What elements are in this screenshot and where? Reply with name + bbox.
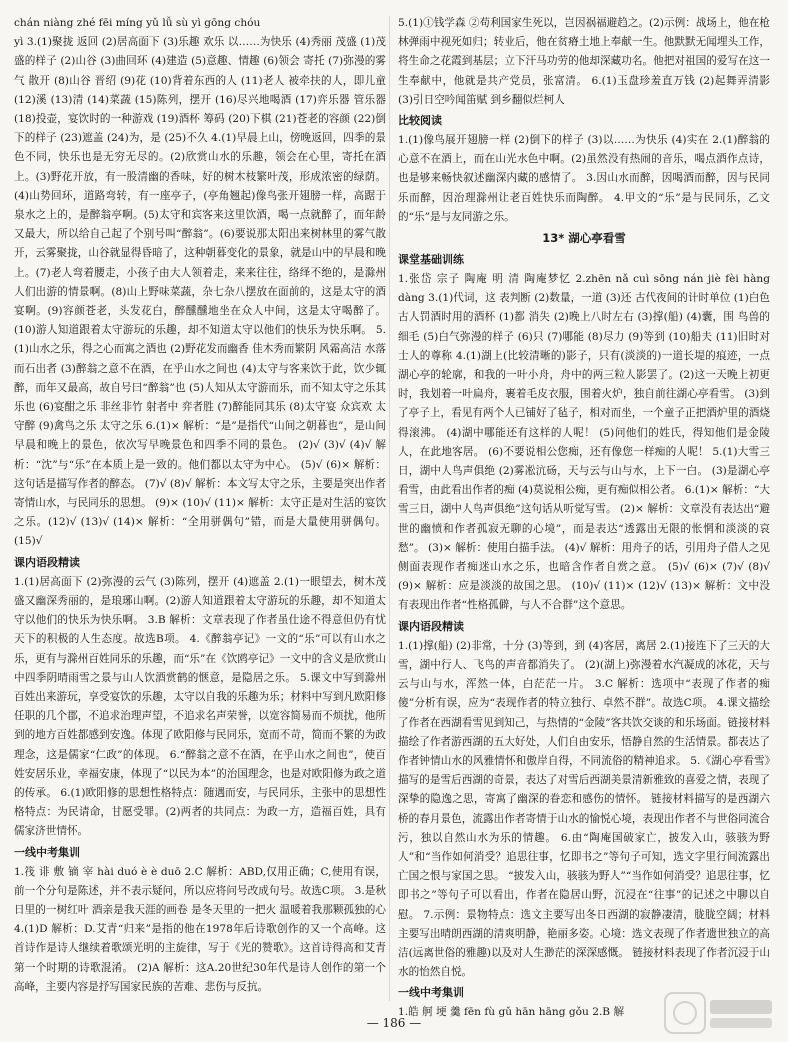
answer-paragraph: chán niàng zhé fēi míng yǔ lǚ sù yì gōng chóu [14,17,261,29]
answer-paragraph: 1.张岱 宗子 陶庵 明 清 陶庵梦忆 2.zhēn nǎ cuì sōng nán jiè fèi hàng dàng 3.(1)代词，这 表判断 (2)数量，一道 (3)还 古代夜间的计时单位 (1)白色 古人罚酒时用的酒杯 (1)都 消失 (2)晚上八时左右 (3)撑(船) (4)囊，围 鸟兽的细毛 (5)白气弥漫的样子 (6)只 (7)哪能 (8)尽力 (9)等到 (10)船夫 (11)旧时对士人的尊称 4.(1)湖上(比较清晰的)影子，只有(淡淡的)一道长堤的痕迹，一点湖心亭的轮廓，和我的一叶小舟，舟中的两三粒人影罢了。(2)这一天晚上初更时，我划着一叶扁舟，裹着毛皮衣服，围着火炉，独自前往湖心亭看雪。 (3)到了亭子上，看见有两个人已铺好了毡子，相对而坐，一个童子正把酒炉里的酒烧得滚沸。 (4)湖中哪能还有这样的人呢！ (5)问他们的姓氏，得知他们是金陵人，在此地客居。 (6)不要说相公您痴，还有像您一样痴的人呢！ 5.(1)大雪三日，湖中人鸟声俱绝 (2)雾凇沆砀，天与云与山与水，上下一白。 (3)是湖心亭看雪，由此看出作者的痴 (4)莫说相公痴，更有痴似相公者。 6.(1)× 解析：“大雪三日，湖中人鸟声俱绝”这句话从听觉写雪。 (2)× 解析：文章没有表达出“避世的幽愤和作者孤寂无聊的心境”，而是表达“透露出无限的怅惘和淡淡的哀愁”。 (3)× 解析：使用白描手法。 (4)√ 解析：用舟子的话，引用舟子借人之见侧面表现作者痴迷山水之乐，也暗含作者自赏之意。 (5)√ (6)× (7)√ (8)√ (9)× 解析：应是淡淡的故国之思。 (10)√ (11)× (12)√ (13)× 解析：文中没有表现出作者“性格孤僻，与人不合群”这个意思。 [398,273,770,612]
column-divider [389,16,390,1001]
answer-paragraph: 1.(1)像鸟展开翅膀一样 (2)倒下的样子 (3)以……为快乐 (4)实在 2.(1)醉翁的心意不在酒上，而在山光水色中啊。(2)虽然没有热闹的音乐，喝点酒作点诗，也是够来畅快叙述幽深内藏的感情了。 3.因山水而醉，因喝酒而醉，因与民同乐而醉，因治理滁州让老百姓快乐而陶醉。 4.甲文的“乐”是与民同乐，乙文的“乐”是与友同游之乐。 [398,134,770,223]
watermark-logo [664,992,776,1036]
answer-paragraph: 1.皓 舸 埂 羹 fēn fù gǔ hān hāng gǒu 2.B 解 [398,1006,625,1019]
section-heading: 课内语段精读 [14,555,80,569]
section-heading: 一线中考集训 [398,986,464,1000]
section-heading: 课内语段精读 [398,619,464,633]
section-heading: 一线中考集训 [14,845,80,859]
answer-paragraph: 1.(1)居高面下 (2)弥漫的云气 (3)陈列，摆开 (4)遮盖 2.(1)一眼望去，树木茂盛又幽深秀丽的，是琅琊山啊。(2)游人知道跟着太守游玩的乐趣，却不知道太守以他们的快乐为快乐啊。 3.B 解析：文章表现了作者虽仕途不得意但仍有忧天下的积极的人生态度。故选B项。 4.《醉翁亭记》一文的“乐”可以有山水之乐，更有与滁州百姓同乐的乐趣，而“乐”在《饮鸥亭记》一文中的含义是欣赏山中四季阴晴雨雪之景与山人饮酒赏鹤的惬意，是隐居之乐。 5.课文中写到滁州百姓出来游玩，享受宴饮的乐趣，太守以自我的乐趣为乐；材料中写到凡欧阳修任职的几个郡，不追求治理声望，不追求名声荣誉，以宽容简易而不烦扰，他所到的地方百姓都感到安逸。体现了欧阳修与民同乐，宽而不苛，简而不繁的为政理念，这是儒家“仁政”的体现。 6.“醉翁之意不在酒，在乎山水之间也”，使百姓安居乐业，幸福安康，体现了“以民为本”的治国理念，也是对欧阳修为政之道的传承。 6.(1)欧阳修的思想性格特点：随遇而安，与民同乐，主张中的思想性格特点：为民请命，甘愿受罪。(2)两者的共同点：为政一方，造福百姓，具有儒家济世情怀。 [14,575,386,838]
left-column [14,14,386,1004]
lesson-title: 13* 湖心亭看雪 [542,231,626,246]
right-column [398,14,770,1019]
answer-paragraph: yì 3.(1)聚拢 返回 (2)居高面下 (3)乐趣 欢乐 以……为快乐 (4)秀丽 茂盛 (1)茂盛的样子 (2)山谷 (3)曲回环 (4)建造 (5)意趣、情趣 (6)领会 寄托 (7)弥漫的雾气 散开 (8)山谷 晋绍 (9)花 (10)背着东西的人 (11)老人 被牵扶的人，即儿童 (12)溪 (13)清 (14)菜蔬 (15)陈列，摆开 (16)尽兴地喝酒 (17)弈乐器 管乐器 (18)投壶，宴饮时的一种游戏 (19)酒杯 筹码 (20)下棋 (21)苍老的容颜 (22)倒下的样子 (23)遮盖 (24)为，是 (25)不久 4.(1)早晨上山，傍晚返回，四季的景色不同，快乐也是无穷无尽的。(2)欣赏山水的乐趣，领会在心里，寄托在酒上。(3)野花开放，有一股清幽的香味，好的树木枝繁叶茂，形成浓密的绿荫。(4)山势回环，道路弯转，有一座亭子，(亭角翘起)像鸟张开翅膀一样，高踞于泉水之上的，是醉翁亭啊。(5)太守和宾客来这里饮酒，喝一点就醉了，而年龄又最大，所以给自己起了个别号叫“醉翁”。(6)要说那太阳出来树林里的雾气散开，云雾聚拢，山谷就显得昏暗了，这种朝暮变化的景象，就是山中的早晨和晚上。(7)老人弯着腰走，小孩子由大人领着走，来来往往，络绎不绝的，是滁州人们出游的情景啊。(8)山上野味菜蔬，杂七杂八摆放在面前的，这是太守的酒宴啊。(9)容颜苍老，头发花白，醉醺醺地坐在众人中间，这是太守喝醉了。(10)游人知道跟着太守游玩的乐趣，却不知道太守以他们的快乐为快乐啊。 5.(1)山水之乐，得之心而寓之酒也 (2)野花发而幽香 佳木秀而繁阴 风霜高洁 水落而石出者 (3)醉翁之意不在酒，在乎山水之间也 (4)太守与客来饮于此，饮少辄醉，而年又最高，故自号曰“醉翁”也 (5)人知从太守游而乐，而不知太守之乐其乐也 (6)宴酣之乐 非丝非竹 射者中 弈者胜 (7)醉能同其乐 (8)太守宴 众宾欢 太守醉 (9)禽鸟之乐 太守之乐 6.(1)× 解析：“是”是指代“山间之朝暮也”，是山间早晨和晚上的景色，依次写早晚景色和四季不同的景色。 (2)√ (3)√ (4)√ 解析：“沈”与“乐”在本质上是一致的。他们都以太守为中心。 (5)√ (6)× 解析：这句话是描写作者的醉态。 (7)√ (8)√ 解析：本文写太守之乐，主要是突出作者寄情山水，与民同乐的思想。 (9)× (10)√ (11)× 解析：太守正是对生活的宴饮之乐。(12)√ (13)√ (14)× 解析：“全用骈偶句”错，而是大量使用骈偶句。 (15)√ [14,36,386,548]
section-heading: 比较阅读 [398,114,442,128]
answer-paragraph: 1.(1)撑(船) (2)非常，十分 (3)等到，到 (4)客居，离居 2.(1)接连下了三天的大雪，湖中行人、飞鸟的声音都消失了。 (2)(湖上)弥漫着水汽凝成的冰花，天与云与山与水，浑然一体，白茫茫一片。 3.C 解析：选项中“表现了作者的痴傻”分析有误，应为“表现作者的特立独行、卓然不群”。故选C项。 4.课文描绘了作者在西湖看雪见到知己，与热情的“金陵”客共饮交谈的和乐场面。链接材料描绘了作者游西湖的五大好处，人们自由安乐，悟静自然的生活情景。都表达了作者钟情山水的风雅情怀和傲岸自得，不同流俗的精神追求。 5.《湖心亭看雪》描写的是雪后西湖的奇景，表达了对雪后西湖美景清新雅致的喜爱之情，表现了深挚的隐逸之思，寄寓了幽深的眷恋和感伤的情怀。 链接材料描写的是西湖六桥的春月景色，流露出作者寄情于山水的愉悦心境，表现出作者不与世俗同流合污，独以自然山水为乐的情趣。 6.由“陶庵国破家亡，披发入山，骇骇为野人”和“当作如何消受？追思往事，忆即书之”等句子可知，选文字里行间流露出亡国之恨与家国之思。 “披发入山，骇骇为野人”“当作如何消受？追思往事，忆即书之”等句子可以看出，作者在隐居山野，沉浸在“往事”的记述之中聊以自慰。 7.示例：景物特点：选文主要写出冬日西湖的寂静凄清，胧胧空阔；材料主要写出晴朗西湖的清爽明静，艳丽多姿。心境：选文表现了作者遗世独立的高洁(远离世俗的雅趣)以及对人生渺茫的深深感慨。 链接材料表现了作者沉浸于山水的怡然自悦。 [398,639,770,979]
answer-paragraph: 1.筏 诽 敷 镝 宰 hài duó è è duō 2.C 解析：ABD,仅用正确；C,使用有误，前一个分句是陈述，并不表示疑问，所以应将问号改成句号。故选C项。 3.是秋日里的一树红叶 酒亲是我天涯的画卷 是冬天里的一把火 温暖着我那颗孤独的心 4.(1)D 解析：D.艾青“归来”是指的他在1978年后诗歌创作的又一个高峰。这首诗作是诗人继续着歌颂光明的主旋律，写于《光的赞歌》。这首诗得高和艾青第一个时期的诗歌混淆。 (2)A 解析：这A.20世纪30年代是诗人创作的第一个高峰，主要内容是抒写国家民族的苦难、悲伤与反抗。 [14,865,386,993]
page-number: — 186 — [366,1016,422,1030]
section-heading: 课堂基础训练 [398,253,464,267]
watermark-icon [664,992,776,1036]
answer-paragraph: 5.(1)①钱学森 ②苟利国家生死以，岂因祸福避趋之。(2)示例：战场上，他在枪林弹雨中视死如归；转业后，他在贫瘠土地上奉献一生。他默默无闻埋头工作，将生命之花霞到基层；立下汗马功劳的他却深藏功名。他把对祖国的爱写在这一生奉献中，他就是共产党员，张富清。 6.(1)玉盘珍羞直万钱 (2)起舞弄清影 (3)引日空吟闻笛赋 到乡翻似烂柯人 [398,17,770,106]
